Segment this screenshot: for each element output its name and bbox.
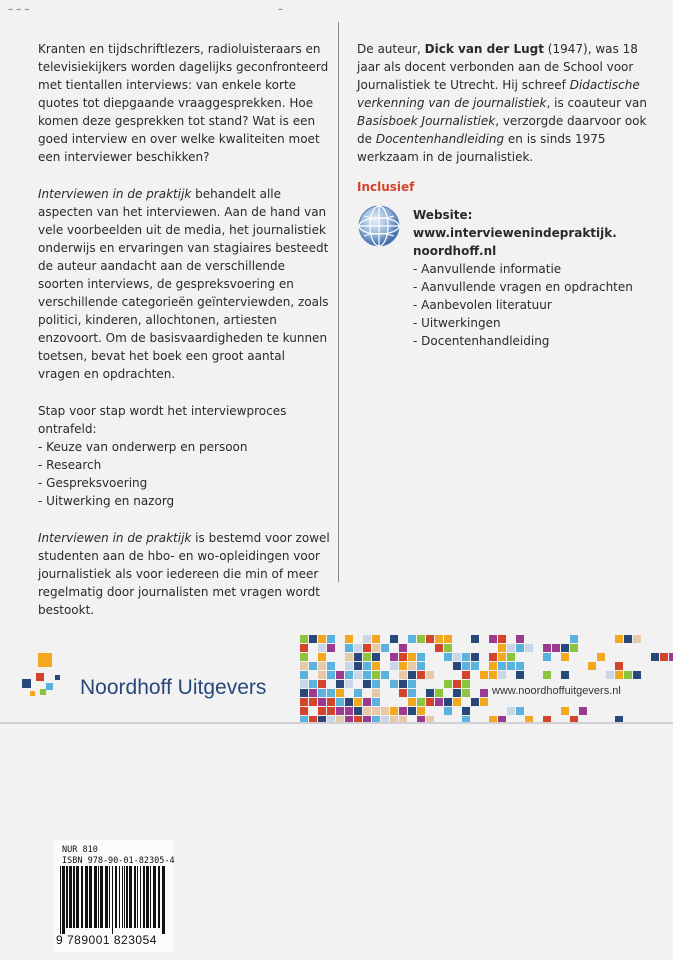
publisher-logo-icon	[22, 653, 60, 696]
book-title: Interviewen in de praktijk	[38, 531, 192, 545]
barcode-meta	[62, 845, 175, 867]
list-item: - Aanvullende informatie	[413, 262, 562, 276]
steps-list	[38, 438, 330, 510]
list-item: - Research	[38, 458, 102, 472]
website-label: Website:	[413, 208, 473, 222]
band-divider	[0, 722, 673, 724]
list-item: - Keuze van onderwerp en persoon	[38, 440, 248, 454]
list-item: - Aanvullende vragen en opdrachten	[413, 280, 633, 294]
barcode-icon	[58, 866, 168, 936]
intro-paragraph: Kranten en tijdschriftlezers, radioluisteraars en televisiekijkers worden dagelijks geconfronteerd met tientallen interviews: van enkele korte quotes tot diepgaande vraaggesprekken. Hoe komen deze gesprekken tot stand? Wat is een goed interview en over welke kwaliteiten moet een interviewer beschikken?	[38, 42, 329, 164]
list-item: - Uitwerkingen	[413, 316, 501, 330]
left-column	[38, 40, 330, 638]
print-mark: –	[278, 4, 283, 15]
description-paragraph: Interviewen in de praktijk behandelt alle aspecten van het interviewen. Aan de hand van vele voorbeelden uit de media, het journalistiek onderwijs en ervaringen van stagiaires besteedt de auteur aandacht aan de verschillende soorten interviews, de gespreksvoering en verschillende categorieën geïnterviewden, zoals politici, kinderen, allochtonen, artiesten enzovoort. Om de basisvaardigheden te kunnen toetsen, bevat het boek een groot aantal vragen en opdrachten.	[38, 187, 329, 381]
website-url[interactable]: www.interviewenindepraktijk.	[413, 226, 617, 240]
author-bio: De auteur, Dick van der Lugt (1947), was 18 jaar als docent verbonden aan de School voor Journalistiek te Utrecht. Hij schreef Didactische verkenning van de journalistiek, is coauteur van Basisboek Journalistiek, verzorgde daarvoor ook de Docentenhandleiding en is sinds 1975 werkzaam in de journalistiek.	[357, 42, 647, 164]
website-block	[413, 206, 663, 350]
inclusief-heading: Inclusief	[357, 180, 415, 194]
list-item: - Uitwerking en nazorg	[38, 494, 175, 508]
audience-paragraph: Interviewen in de praktijk is bestemd voor zowel studenten aan de hbo- en wo-opleidingen voor journalistiek als voor iedereen die min of meer regelmatig door journalisten met vragen wordt bestookt.	[38, 531, 330, 617]
barcode-number: 9 789001 823054	[56, 933, 157, 947]
book-title: Interviewen in de praktijk	[38, 187, 192, 201]
list-item: - Docentenhandleiding	[413, 334, 550, 348]
website-items	[413, 260, 663, 350]
isbn-code: ISBN 978-90-01-82305-4	[62, 856, 175, 866]
mosaic-pattern	[300, 635, 673, 723]
steps-intro: Stap voor stap wordt het interviewproces ontrafeld:	[38, 404, 287, 436]
print-mark: – – –	[8, 4, 30, 15]
globe-icon	[357, 204, 401, 248]
list-item: - Aanbevolen literatuur	[413, 298, 552, 312]
publisher-name: Noordhoff Uitgevers	[80, 676, 267, 699]
list-item: - Gespreksvoering	[38, 476, 148, 490]
nur-code: NUR 810	[62, 845, 98, 855]
publisher-url[interactable]: www.noordhoffuitgevers.nl	[492, 685, 621, 697]
author-name: Dick van der Lugt	[424, 42, 544, 56]
column-divider	[338, 22, 339, 582]
website-url-cont[interactable]: noordhoff.nl	[413, 244, 497, 258]
